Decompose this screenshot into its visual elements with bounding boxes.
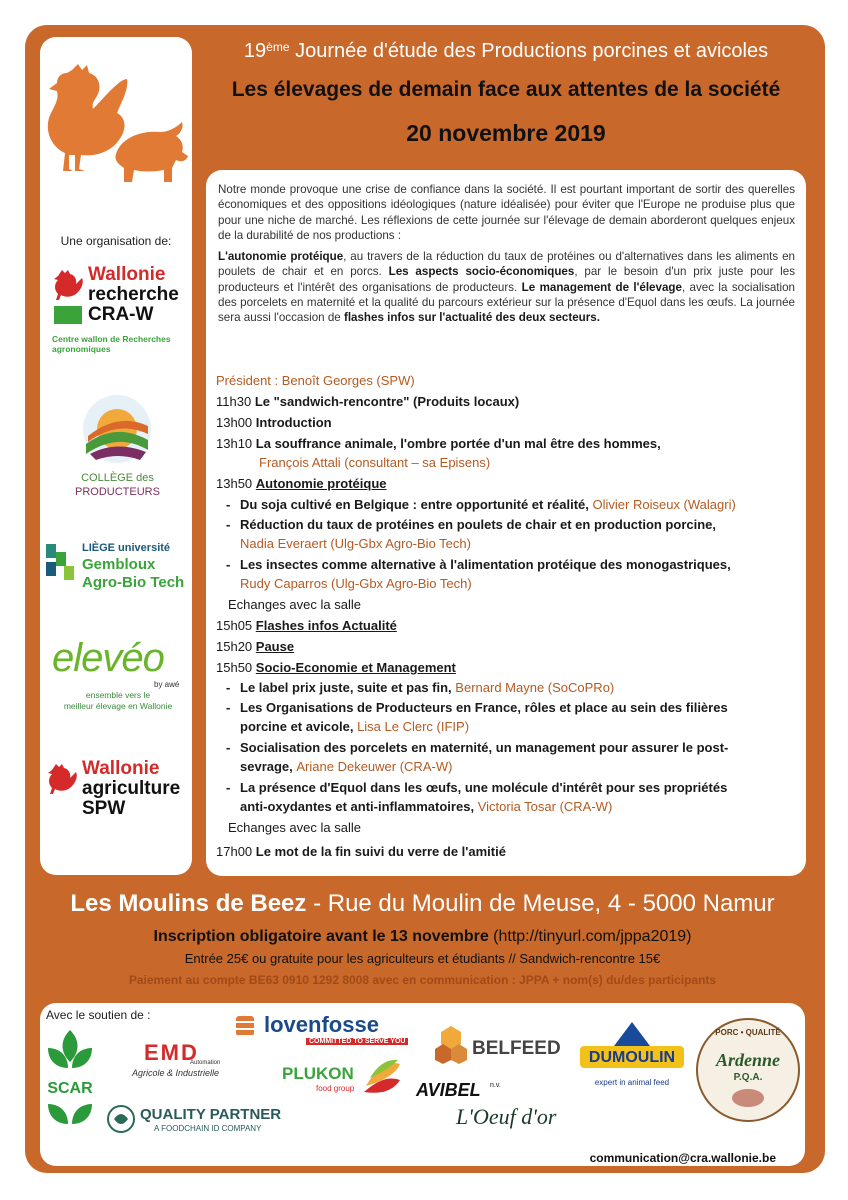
payment-info: Paiement au compte BE63 0910 1292 8008 avec en communication : JPPA + nom(s) du/des participants: [128, 973, 717, 987]
item-time: 15h05: [216, 618, 253, 633]
intro-paragraph-2: [218, 249, 795, 325]
oeuf-text: L'Oeuf d'or: [456, 1104, 557, 1129]
logo-wallonie-agriculture: [46, 758, 191, 822]
logo-scar: [44, 1028, 96, 1132]
entry-fees: Entrée 25€ ou gratuite pour les agriculteurs et étudiants // Sandwich-rencontre 15€: [184, 951, 661, 966]
belfeed-hex-icon: [434, 1024, 468, 1064]
scar-bottom-icon: [44, 1100, 96, 1130]
venue-address: - Rue du Moulin de Meuse, 4 - 5000 Namur: [306, 890, 775, 917]
programme-item: [216, 844, 506, 859]
dumoulin-tag: expert in animal feed: [594, 1078, 670, 1087]
programme-item: [216, 618, 397, 633]
emd-sub: Automation: [190, 1060, 221, 1066]
chicken-pig-illustration: [44, 62, 189, 194]
lovenfosse-text: lovenfosse: [264, 1012, 379, 1037]
sub-item: - Du soja cultivé en Belgique : entre opportunité et réalité, Olivier Roiseux (Walagri): [226, 497, 736, 512]
president-line: Président : Benoît Georges (SPW): [216, 373, 415, 388]
lovenfosse-icon: [236, 1016, 254, 1036]
liege-text: LIÈGE université: [82, 542, 171, 554]
programme-item: [216, 660, 456, 675]
plukon-text: PLUKON: [282, 1064, 354, 1083]
quality-sub: A FOODCHAIN ID COMPANY: [154, 1124, 262, 1133]
programme-item: [216, 476, 387, 491]
gembloux-text: Gembloux: [82, 556, 156, 573]
exchange-line: Echanges avec la salle: [228, 597, 361, 612]
item-time: 11h30: [216, 394, 252, 409]
sub-title: La présence d'Equol dans les œufs, une molécule d'intérêt pour ses propriétés: [240, 780, 728, 795]
intro-bold-3: Le management de l'élevage: [521, 280, 682, 294]
college-line2: PRODUCTEURS: [75, 486, 160, 498]
edition-suffix: ème: [266, 40, 290, 54]
sub-speaker: Nadia Everaert (Ulg-Gbx Agro-Bio Tech): [240, 536, 471, 551]
sub-speaker: Lisa Le Clerc (IFIP): [357, 719, 470, 734]
craw-text: CRA-W: [88, 304, 154, 325]
intro-text: [218, 182, 795, 332]
logo-college-producteurs: [50, 392, 185, 502]
dumoulin-text: DUMOULIN: [588, 1049, 676, 1066]
sub-item-cont: [240, 719, 469, 734]
sub-item: - Réduction du taux de protéines en poulets de chair et en production porcine,: [226, 517, 716, 532]
logo-ardenne-pqa: [696, 1018, 800, 1122]
logo-belfeed: [434, 1024, 569, 1068]
sub-item: - Le label prix juste, suite et pas fin, Bernard Mayne (SoCoPRo): [226, 680, 615, 695]
edition-number: 19: [243, 40, 267, 62]
inscription-text: Inscription obligatoire avant le 13 novembre: [153, 928, 489, 945]
avibel-text: AVIBEL: [416, 1080, 481, 1100]
emd-caption: Agricole & Industrielle: [132, 1068, 220, 1078]
intro-bold-2: Les aspects socio-économiques: [388, 265, 575, 279]
ardenne-pqa: P.Q.A.: [733, 1072, 763, 1083]
item-time: 13h10: [216, 436, 253, 451]
avibel-suffix: n.v.: [490, 1082, 501, 1089]
sub-speaker: Olivier Roiseux (Walagri): [592, 497, 736, 512]
agriculture-text: agriculture: [82, 778, 181, 799]
item-title: Le mot de la fin suivi du verre de l'amitié: [255, 844, 506, 859]
intro-text-3: , avec la socialisation des porcelets en maternité et la qualité du parcours extérieur sur la présence d'Equol dans les œufs. La journée sera aussi l'occasion de: [218, 280, 796, 325]
sub-title: anti-oxydantes et anti-inflammatoires,: [240, 799, 475, 814]
intro-text-2: , par le besoin d'un prix juste pour les producteurs et l'intérêt des organisations de producteurs.: [218, 265, 796, 294]
sub-title: Réduction du taux de protéines en poulets de chair et en production porcine,: [240, 517, 716, 532]
belfeed-text: BELFEED: [472, 1038, 561, 1059]
recherche-text: recherche: [88, 284, 179, 305]
sub-title: sevrage,: [240, 759, 293, 774]
spw-text: SPW: [82, 798, 126, 819]
agrobiotech-text: Agro-Bio Tech: [82, 574, 185, 591]
event-date: 20 novembre 2019: [406, 120, 606, 146]
edition-title: Journée d'étude des Productions porcines et avicoles: [295, 40, 769, 62]
event-subtitle: Les élevages de demain face aux attentes de la société: [231, 78, 781, 101]
programme-item: [216, 436, 661, 451]
wallonie-agri-text: Wallonie: [82, 758, 160, 779]
inscription-line: [40, 928, 805, 946]
logo-wallonie-recherche: [52, 264, 187, 360]
college-line1: COLLÈGE des: [81, 472, 154, 484]
sub-speaker: Rudy Caparros (Ulg-Gbx Agro-Bio Tech): [240, 576, 472, 591]
logo-eleveo: [48, 636, 188, 716]
ardenne-text: Ardenne: [715, 1050, 780, 1070]
item-title: La souffrance animale, l'ombre portée d'un mal être des hommes,: [255, 436, 661, 451]
sub-item: - Socialisation des porcelets en maternité, un management pour assurer le post-: [226, 740, 729, 755]
venue-name: Les Moulins de Beez: [70, 890, 307, 917]
item-speaker: François Attali (consultant – sa Episens): [259, 455, 491, 470]
eleveo-line3: meilleur élevage en Wallonie: [63, 701, 173, 711]
sub-speaker: Ariane Dekeuwer (CRA-W): [296, 759, 453, 774]
item-title: Le "sandwich-rencontre" (Produits locaux): [254, 394, 520, 409]
ardenne-pig-icon: [728, 1086, 768, 1110]
inscription-link[interactable]: (http://tinyurl.com/jppa2019): [488, 928, 692, 945]
sub-item: - La présence d'Equol dans les œufs, une molécule d'intérêt pour ses propriétés: [226, 780, 728, 795]
craw-caption: Centre wallon de Recherches agronomiques: [52, 334, 171, 354]
sub-title: Le label prix juste, suite et pas fin,: [240, 680, 452, 695]
logo-lovenfosse: [236, 1012, 411, 1048]
contact-email[interactable]: communication@cra.wallonie.be: [589, 1151, 776, 1165]
logo-avibel: [416, 1080, 566, 1136]
item-title: Autonomie protéique: [255, 476, 387, 491]
programme-item: [216, 394, 519, 409]
logo-quality-partner: [106, 1104, 302, 1136]
sub-speaker: Bernard Mayne (SoCoPRo): [455, 680, 615, 695]
venue-line: [40, 890, 805, 918]
emd-text: EMD: [144, 1040, 199, 1065]
sub-item-cont: [240, 799, 612, 814]
sub-title: porcine et avicole,: [240, 719, 354, 734]
eleveo-text: elevéo: [52, 636, 164, 680]
item-time: 13h50: [216, 476, 253, 491]
wallonie-text: Wallonie: [88, 264, 166, 285]
intro-bold-1: L'autonomie protéique: [218, 250, 344, 264]
programme-item: [216, 639, 294, 654]
uliege-icon: [46, 544, 76, 584]
sub-title: Socialisation des porcelets en maternité, un management pour assurer le post-: [240, 740, 729, 755]
rooster-icon-2: [46, 760, 80, 794]
eleveo-line2: ensemble vers le: [85, 690, 151, 700]
item-time: 17h00: [216, 844, 253, 859]
quality-text: QUALITY PARTNER: [140, 1106, 282, 1123]
college-sun-icon: [80, 392, 154, 466]
programme-item: [216, 415, 332, 430]
scar-text: SCAR: [47, 1080, 93, 1097]
item-time: 15h20: [216, 639, 253, 654]
sub-title: Les insectes comme alternative à l'alimentation protéique des monogastriques,: [240, 557, 731, 572]
sub-title: Les Organisations de Producteurs en France, rôles et place au sein des filières: [240, 700, 728, 715]
lovenfosse-tag: COMMITTED TO SERVE YOU: [306, 1038, 408, 1045]
logo-gembloux: [46, 540, 191, 600]
ardenne-top: PORC • QUALITÉ: [715, 1028, 781, 1037]
organisation-label: Une organisation de:: [60, 234, 172, 248]
logo-dumoulin: [576, 1020, 688, 1100]
scar-leaf-icon: [44, 1028, 96, 1084]
craw-green-icon: [54, 306, 82, 324]
intro-text-1: , au travers de la réduction du taux de protéines ou d'alternatives dans les aliments en poulets de chair et en porcs.: [218, 250, 795, 279]
sub-item: - Les insectes comme alternative à l'alimentation protéique des monogastriques,: [226, 557, 731, 572]
item-title: Introduction: [255, 415, 332, 430]
sub-title: Du soja cultivé en Belgique : entre opportunité et réalité,: [240, 497, 589, 512]
plukon-sub: food group: [316, 1084, 355, 1093]
item-title: Socio-Economie et Management: [255, 660, 456, 675]
rooster-icon: [52, 266, 86, 300]
quality-partner-icon: [106, 1104, 136, 1134]
plukon-swirl-icon: [360, 1056, 404, 1100]
sub-item: - Les Organisations de Producteurs en France, rôles et place au sein des filières: [226, 700, 728, 715]
eleveo-tag: by awé: [154, 680, 180, 689]
sub-item-cont: [240, 759, 452, 774]
item-time: 13h00: [216, 415, 253, 430]
logo-plukon: [282, 1056, 404, 1104]
item-title: Pause: [255, 639, 295, 654]
sponsors-label: Avec le soutien de :: [46, 1008, 151, 1022]
item-time: 15h50: [216, 660, 253, 675]
item-title: Flashes infos Actualité: [255, 618, 397, 633]
logo-emd: [132, 1040, 242, 1080]
event-edition: [206, 40, 806, 63]
intro-bold-4: flashes infos sur l'actualité des deux secteurs.: [343, 311, 600, 325]
sub-speaker: Victoria Tosar (CRA-W): [477, 799, 613, 814]
exchange-line: Echanges avec la salle: [228, 820, 361, 835]
intro-paragraph-1: Notre monde provoque une crise de confiance dans la société. Il est pourtant important de sortir des querelles économiques et des oppositions idéologiques (nature idéalisée) pour éviter que l'Europe ne produise plus que pour une niche de marché. Les réflexions de cette journée sur l'élevage de demain aborderont quelques enjeux de la durabilité de nos productions :: [218, 183, 795, 242]
